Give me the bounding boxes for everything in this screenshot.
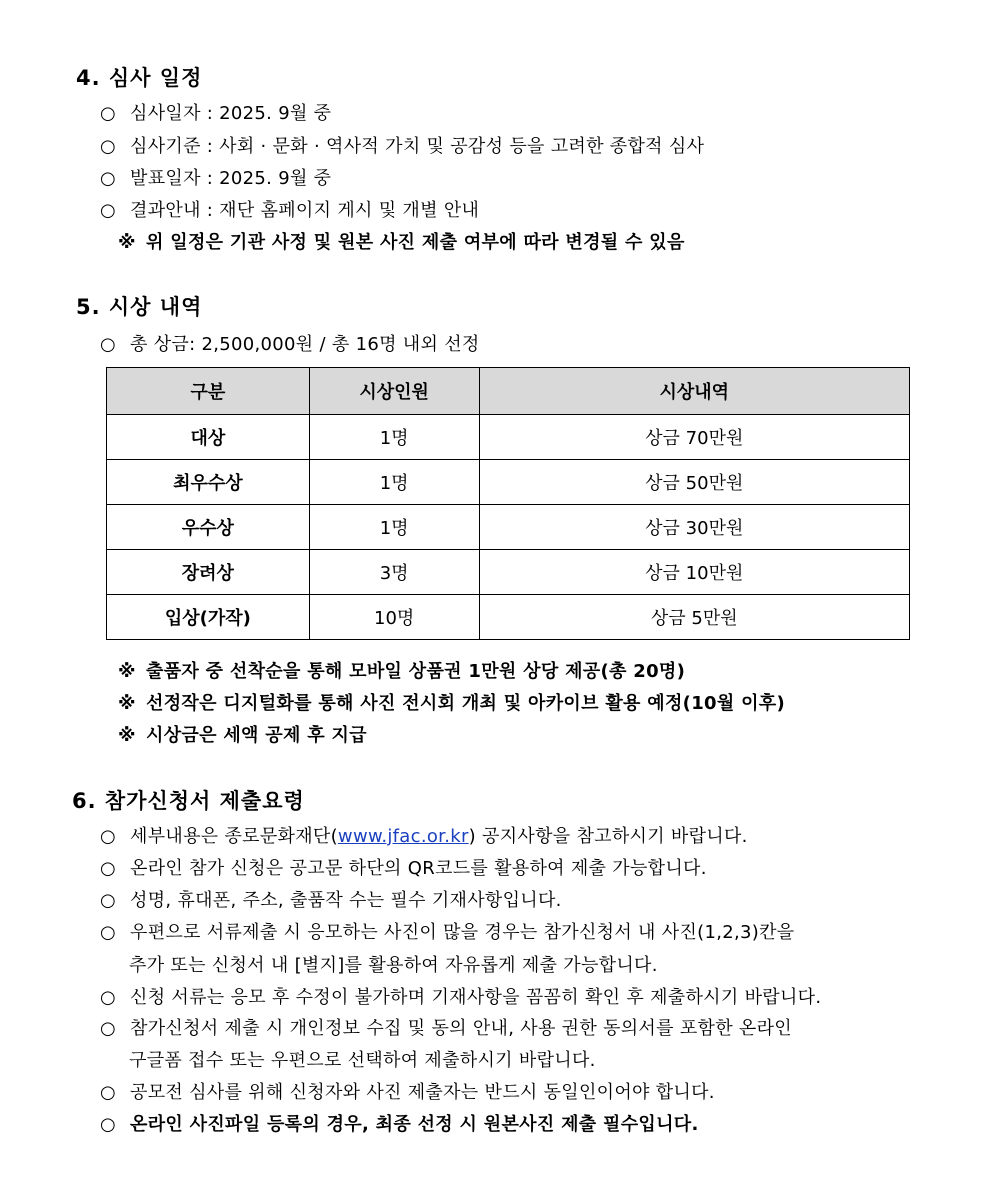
website-link[interactable]: www.jfac.or.kr xyxy=(337,826,469,847)
section6-item-online: ○ 온라인 참가 신청은 공고문 하단의 QR코드를 활용하여 제출 가능합니다. xyxy=(100,858,707,879)
table-cell-category: 장려상 xyxy=(107,550,310,595)
table-cell-count: 1명 xyxy=(309,460,479,505)
section5-heading: 5. 시상 내역 xyxy=(76,295,203,319)
section6-item-mail-cont: 추가 또는 신청서 내 [별지]를 활용하여 자유롭게 제출 가능합니다. xyxy=(129,955,658,976)
circle-bullet-icon: ○ xyxy=(100,826,117,847)
reference-mark-icon: ※ xyxy=(118,232,136,253)
table-row xyxy=(107,595,910,640)
section4-heading: 4. 심사 일정 xyxy=(76,66,203,90)
table-header-count: 시상인원 xyxy=(309,368,479,415)
circle-bullet-icon: ○ xyxy=(100,858,117,879)
circle-bullet-icon: ○ xyxy=(100,334,117,355)
table-row xyxy=(107,415,910,460)
section4-item-criteria: ○ 심사기준 : 사회 · 문화 · 역사적 가치 및 공감성 등을 고려한 종합적 심사 xyxy=(100,136,705,157)
circle-bullet-icon: ○ xyxy=(100,1114,117,1135)
circle-bullet-icon: ○ xyxy=(100,168,117,189)
circle-bullet-icon: ○ xyxy=(100,890,117,911)
section6-item-original: ○ 온라인 사진파일 등록의 경우, 최종 선정 시 원본사진 제출 필수입니다. xyxy=(100,1114,699,1135)
table-row xyxy=(107,505,910,550)
table-cell-prize: 상금 30만원 xyxy=(479,505,909,550)
circle-bullet-icon: ○ xyxy=(100,1082,117,1103)
section6-item-details: ○ 세부내용은 종로문화재단(www.jfac.or.kr) 공지사항을 참고하시기 바랍니다. xyxy=(100,826,748,847)
section6-item-consent: ○ 참가신청서 제출 시 개인정보 수집 및 동의 안내, 사용 권한 동의서를 포함한 온라인 xyxy=(100,1018,792,1039)
table-header-category: 구분 xyxy=(107,368,310,415)
section5-note-tax: ※ 시상금은 세액 공제 후 지급 xyxy=(118,725,367,746)
table-cell-category: 대상 xyxy=(107,415,310,460)
table-cell-category: 우수상 xyxy=(107,505,310,550)
reference-mark-icon: ※ xyxy=(118,725,136,746)
reference-mark-icon: ※ xyxy=(118,661,136,682)
section4-item-announce: ○ 발표일자 : 2025. 9월 중 xyxy=(100,168,332,189)
table-cell-count: 1명 xyxy=(309,415,479,460)
section4-item-result: ○ 결과안내 : 재단 홈페이지 게시 및 개별 안내 xyxy=(100,200,480,221)
circle-bullet-icon: ○ xyxy=(100,103,117,124)
table-header-row xyxy=(107,368,910,415)
circle-bullet-icon: ○ xyxy=(100,922,117,943)
section6-item-nochange: ○ 신청 서류는 응모 후 수정이 불가하며 기재사항을 꼼꼼히 확인 후 제출하시기 바랍니다. xyxy=(100,987,822,1008)
table-cell-prize: 상금 70만원 xyxy=(479,415,909,460)
circle-bullet-icon: ○ xyxy=(100,200,117,221)
table-cell-category: 입상(가작) xyxy=(107,595,310,640)
section5-summary: ○ 총 상금: 2,500,000원 / 총 16명 내외 선정 xyxy=(100,334,480,355)
circle-bullet-icon: ○ xyxy=(100,136,117,157)
circle-bullet-icon: ○ xyxy=(100,987,117,1008)
table-cell-category: 최우수상 xyxy=(107,460,310,505)
table-cell-count: 10명 xyxy=(309,595,479,640)
table-cell-prize: 상금 5만원 xyxy=(479,595,909,640)
table-cell-count: 1명 xyxy=(309,505,479,550)
circle-bullet-icon: ○ xyxy=(100,1018,117,1039)
section6-item-mail: ○ 우편으로 서류제출 시 응모하는 사진이 많을 경우는 참가신청서 내 사진(1,2,3)칸을 xyxy=(100,922,795,943)
reference-mark-icon: ※ xyxy=(118,693,136,714)
section5-note-voucher: ※ 출품자 중 선착순을 통해 모바일 상품권 1만원 상당 제공(총 20명) xyxy=(118,661,686,682)
section6-item-required: ○ 성명, 휴대폰, 주소, 출품작 수는 필수 기재사항입니다. xyxy=(100,890,562,911)
section6-item-sameperson: ○ 공모전 심사를 위해 신청자와 사진 제출자는 반드시 동일인이어야 합니다. xyxy=(100,1082,715,1103)
section6-item-consent-cont: 구글폼 접수 또는 우편으로 선택하여 제출하시기 바랍니다. xyxy=(129,1050,596,1071)
section6-heading: 6. 참가신청서 제출요령 xyxy=(72,789,305,813)
table-cell-prize: 상금 50만원 xyxy=(479,460,909,505)
section5-note-exhibition: ※ 선정작은 디지털화를 통해 사진 전시회 개최 및 아카이브 활용 예정(10월 이후) xyxy=(118,693,786,714)
table-cell-prize: 상금 10만원 xyxy=(479,550,909,595)
table-cell-count: 3명 xyxy=(309,550,479,595)
prize-table xyxy=(106,367,910,640)
table-row xyxy=(107,550,910,595)
section4-note: ※ 위 일정은 기관 사정 및 원본 사진 제출 여부에 따라 변경될 수 있음 xyxy=(118,232,685,253)
section4-item-date: ○ 심사일자 : 2025. 9월 중 xyxy=(100,103,332,124)
table-row xyxy=(107,460,910,505)
table-header-prize: 시상내역 xyxy=(479,368,909,415)
